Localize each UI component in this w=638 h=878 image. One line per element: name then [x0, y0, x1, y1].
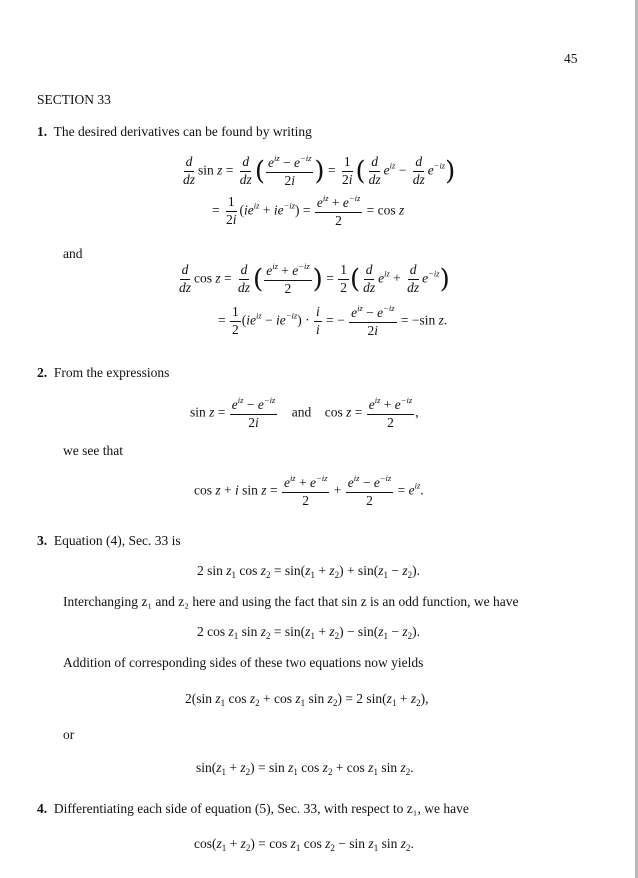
- problem-1: [37, 124, 312, 140]
- problem-text: Equation (4), Sec. 33 is: [53, 533, 181, 548]
- problem-3: [37, 533, 181, 549]
- section-title: SECTION 33: [37, 92, 111, 107]
- followup-text: we see that: [63, 443, 123, 458]
- addition-text: Addition of corresponding sides of these two equations now yields: [63, 655, 424, 670]
- page-number: 45: [564, 51, 578, 66]
- equation-addition-formula: $\sin(z_1 + z_2) = \sin z_1$ $\cos z_2 + \cos z_1$ $\sin z_2$.: [196, 760, 414, 777]
- problem-number: 3.: [37, 533, 48, 548]
- or-word: or: [63, 727, 75, 742]
- problem-4: [37, 801, 469, 817]
- problem-2: [37, 365, 169, 381]
- problem-number: 4.: [37, 801, 48, 816]
- problem-text: From the expressions: [53, 365, 170, 380]
- equation-cos-result: = $\frac{1}{2}$ $(ie^{iz} - ie^{-iz})$ · $\frac{i}{i}$ = − $\frac{e^{iz} - e^{-iz}}{2i}$ = −sin z.: [218, 303, 448, 338]
- and-word: and: [63, 246, 83, 261]
- equation-sin-derivative: $\frac{d}{dz}$ sin z = $\frac{d}{dz}$ ( $\frac{e^{iz} - e^{-iz}}{2i}$ ) = $\frac{1}{2i}$ ( $\frac{d}{dz}$ $e^{iz}$ − $\frac{d}{dz}$ $e^{-iz}$): [183, 153, 456, 188]
- equation-sin-result: = $\frac{1}{2i}$ $(ie^{iz} + ie^{-iz})$ = $\frac{e^{iz} + e^{-iz}}{2}$ = cos z: [212, 193, 405, 228]
- problem-text: Differentiating each side of equation (5), Sec. 33, with respect to z₁, we have: [53, 801, 469, 816]
- equation-sin-cos-expressions: sin z = $\frac{e^{iz} - e^{-iz}}{2i}$ and cos z = $\frac{e^{iz} + e^{-iz}}{2}$ ,: [190, 395, 419, 430]
- and-word: and: [291, 404, 312, 420]
- equation-cos-addition: $\cos(z_1 + z_2) = \cos z_1$ $\cos z_2 - \sin z_1$ $\sin z_2$.: [194, 836, 414, 853]
- interchange-text: Interchanging z₁ and z₂ here and using the fact that sin z is an odd function, we have: [63, 594, 519, 609]
- equation-product-cos-sin: 2 $\cos z_1$ $\sin z_2 = \sin(z_1 + z_2) - \sin(z_1 - z_2)$.: [197, 624, 420, 641]
- problem-number: 2.: [37, 365, 48, 380]
- equation-cos-derivative: $\frac{d}{dz}$ cos z = $\frac{d}{dz}$ ( $\frac{e^{iz} + e^{-iz}}{2}$ ) = $\frac{1}{2}$ ( $\frac{d}{dz}$ $e^{iz}$ + $\frac{d}{dz}$ $e^{-iz}$): [179, 261, 450, 296]
- equation-euler: cos z + i sin z = $\frac{e^{iz} + e^{-iz}}{2}$ + $\frac{e^{iz} - e^{-iz}}{2}$ = $e^{iz}$.: [194, 473, 424, 508]
- problem-text: The desired derivatives can be found by writing: [53, 124, 312, 139]
- problem-number: 1.: [37, 124, 48, 139]
- equation-product-sin-cos: 2 $\sin z_1$ $\cos z_2 = \sin(z_1 + z_2) + \sin(z_1 - z_2)$.: [197, 563, 420, 580]
- equation-sum: 2(sin $z_1$ $\cos z_2 + \cos z_1$ $\sin z_2) = 2$ $\sin(z_1 + z_2)$,: [185, 691, 429, 708]
